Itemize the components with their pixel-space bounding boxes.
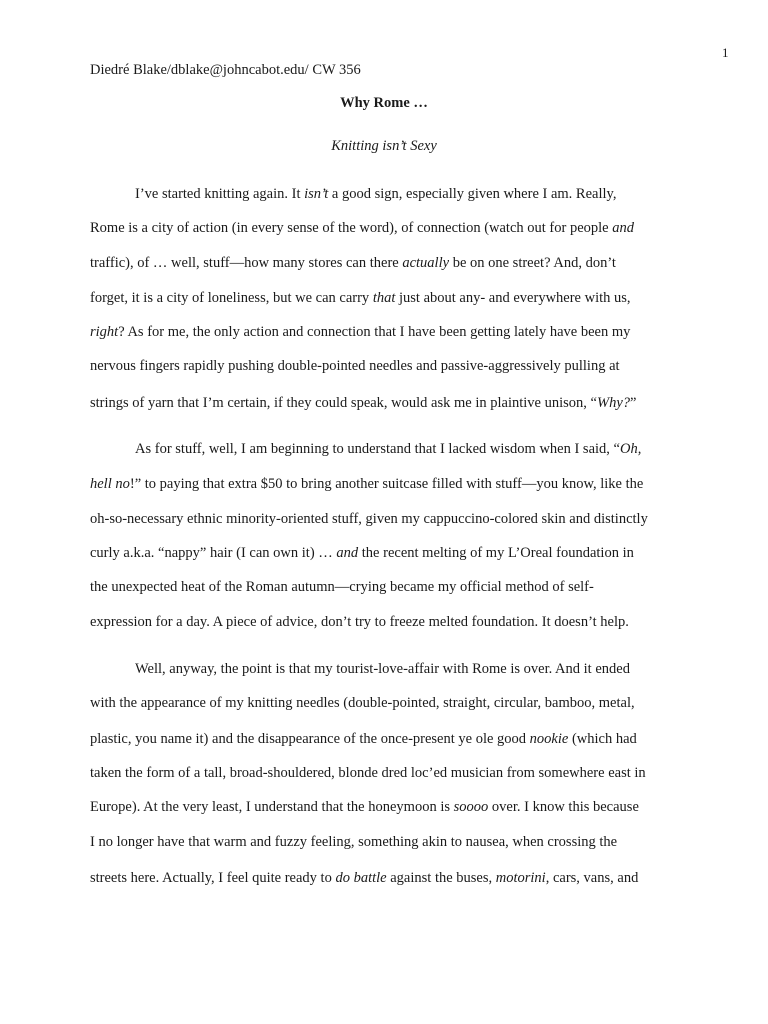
text-line bbox=[90, 289, 631, 307]
text-run: I’ve started knitting again. It bbox=[135, 186, 305, 202]
italic-text: and bbox=[336, 545, 359, 561]
text-run: ? As for me, the only action and connection that I have been getting lately have been my bbox=[118, 324, 631, 340]
text-line bbox=[90, 544, 634, 562]
text-run: plastic, you name it) and the disappearance of the once-present ye ole good bbox=[90, 731, 530, 747]
text-line bbox=[90, 730, 637, 748]
text-line bbox=[90, 694, 635, 712]
italic-text: hell no bbox=[90, 476, 130, 492]
text-run: !” to paying that extra $50 to bring another suitcase filled with stuff—you know, like the bbox=[129, 476, 644, 492]
italic-text: Oh, bbox=[619, 441, 642, 457]
text-run: against the buses, bbox=[386, 870, 496, 886]
italic-text: Why? bbox=[596, 395, 630, 411]
text-run: ” bbox=[630, 395, 637, 411]
italic-text: actually bbox=[402, 255, 450, 271]
text-line bbox=[135, 440, 641, 458]
italic-text: and bbox=[612, 220, 634, 236]
text-line bbox=[90, 254, 616, 272]
text-line bbox=[90, 869, 638, 887]
text-run: expression for a day. A piece of advice, don’t try to freeze melted foundation. It doesn’t help. bbox=[90, 614, 629, 630]
text-line bbox=[90, 613, 629, 631]
text-run: nervous fingers rapidly pushing double-pointed needles and passive-aggressively pulling at bbox=[90, 358, 620, 374]
text-line bbox=[135, 660, 630, 678]
text-line bbox=[90, 798, 639, 816]
italic-text: nookie bbox=[529, 731, 569, 747]
text-line bbox=[90, 394, 636, 412]
text-line bbox=[90, 323, 630, 341]
text-run: the recent melting of my L’Oreal foundation in bbox=[358, 545, 634, 561]
text-run: a good sign, especially given where I am. Really, bbox=[328, 186, 617, 202]
text-run: the unexpected heat of the Roman autumn—crying became my official method of self- bbox=[90, 579, 594, 595]
text-run: be on one street? And, don’t bbox=[449, 255, 616, 271]
text-line bbox=[135, 185, 616, 203]
italic-text: soooo bbox=[453, 799, 489, 815]
italic-text: that bbox=[372, 290, 396, 306]
text-run: , cars, vans, and bbox=[545, 870, 639, 886]
document-header: Diedré Blake/dblake@johncabot.edu/ CW 356 bbox=[90, 62, 361, 78]
document-subtitle: Knitting isn’t Sexy bbox=[331, 138, 437, 154]
text-run: Well, anyway, the point is that my tourist-love-affair with Rome is over. And it ended bbox=[135, 661, 630, 677]
italic-text: motorini bbox=[495, 870, 546, 886]
text-run: traffic), of … well, stuff—how many stores can there bbox=[90, 255, 403, 271]
text-run: Rome is a city of action (in every sense of the word), of connection (watch out for people bbox=[90, 220, 613, 236]
text-run: taken the form of a tall, broad-shouldered, blonde dred loc’ed musician from somewhere east in bbox=[90, 765, 646, 781]
document-title: Why Rome … bbox=[340, 95, 428, 111]
text-run: I no longer have that warm and fuzzy feeling, something akin to nausea, when crossing the bbox=[90, 834, 618, 850]
text-line bbox=[90, 357, 620, 375]
text-run: streets here. Actually, I feel quite ready to bbox=[90, 870, 336, 886]
text-run: just about any- and everywhere with us, bbox=[395, 290, 631, 306]
text-run: forget, it is a city of loneliness, but we can carry bbox=[90, 290, 373, 306]
text-run: strings of yarn that I’m certain, if they could speak, would ask me in plaintive unison, “ bbox=[90, 395, 597, 411]
text-line bbox=[90, 764, 646, 782]
text-line bbox=[90, 578, 594, 596]
text-run: oh-so-necessary ethnic minority-oriented stuff, given my cappuccino-colored skin and distinctly bbox=[90, 511, 648, 527]
text-run: curly a.k.a. “nappy” hair (I can own it) … bbox=[90, 545, 337, 561]
text-run: As for stuff, well, I am beginning to understand that I lacked wisdom when I said, “ bbox=[135, 441, 620, 457]
text-line bbox=[90, 510, 648, 528]
text-run: with the appearance of my knitting needles (double-pointed, straight, circular, bamboo, metal, bbox=[90, 695, 635, 711]
italic-text: do battle bbox=[335, 870, 387, 886]
text-run: (which had bbox=[568, 731, 637, 747]
text-run: Europe). At the very least, I understand that the honeymoon is bbox=[90, 799, 454, 815]
italic-text: right bbox=[90, 324, 119, 340]
text-line bbox=[90, 475, 643, 493]
text-line bbox=[90, 219, 634, 237]
page-number: 1 bbox=[722, 45, 729, 60]
italic-text: isn’t bbox=[304, 186, 329, 202]
text-run: over. I know this because bbox=[488, 799, 639, 815]
text-line bbox=[90, 833, 617, 851]
